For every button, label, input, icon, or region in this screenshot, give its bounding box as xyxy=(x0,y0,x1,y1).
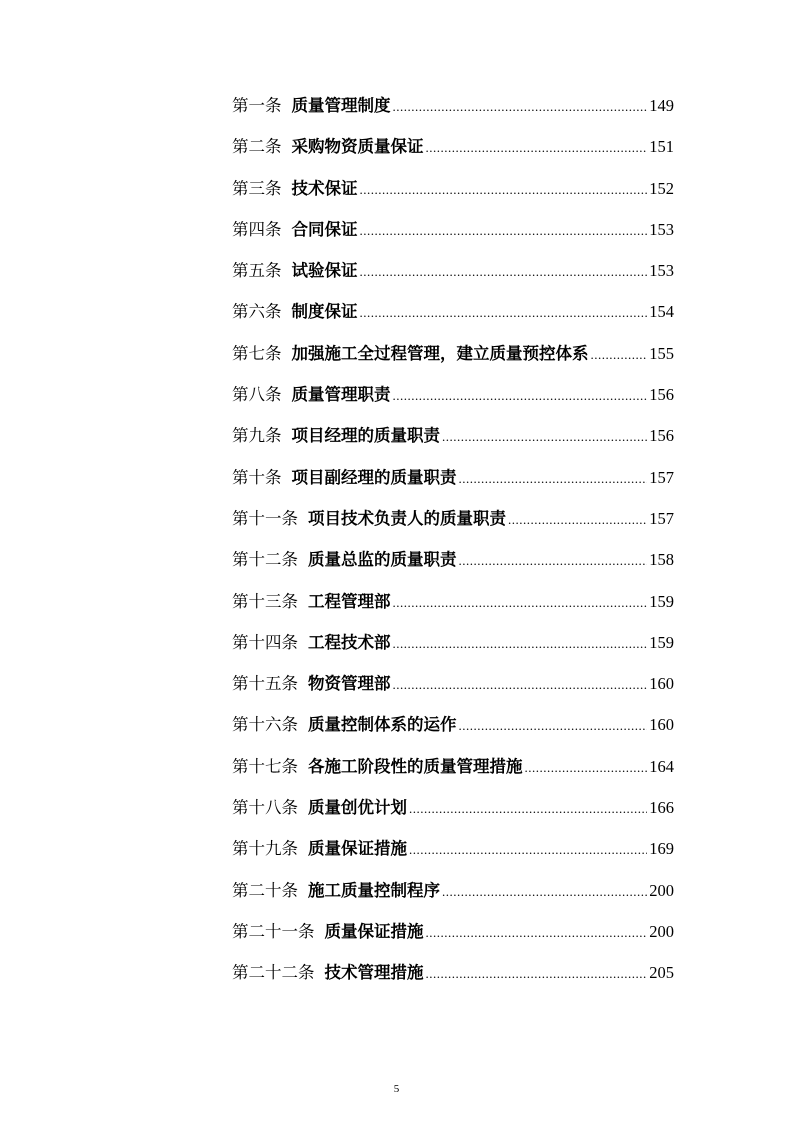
toc-entry-title: 合同保证 xyxy=(291,219,358,239)
toc-page-number: 153 xyxy=(649,219,674,239)
toc-dot-leader xyxy=(393,636,648,652)
toc-article-number: 第九条 xyxy=(232,426,282,446)
toc-article-number: 第三条 xyxy=(232,178,282,198)
toc-entry[interactable] xyxy=(232,835,674,876)
toc-entry-title: 施工质量控制程序 xyxy=(308,880,440,900)
toc-entry-title: 采购物资质量保证 xyxy=(291,137,424,157)
toc-entry[interactable] xyxy=(232,546,674,587)
toc-entry-title: 质量保证措施 xyxy=(324,921,424,941)
toc-article-number: 第十七条 xyxy=(232,756,298,776)
toc-dot-leader xyxy=(360,182,648,198)
toc-article-number: 第十五条 xyxy=(232,674,298,694)
toc-entry[interactable] xyxy=(232,464,674,505)
toc-page-number: 158 xyxy=(649,550,674,570)
toc-entry[interactable] xyxy=(232,216,674,257)
toc-article-number: 第十八条 xyxy=(232,798,298,818)
toc-article-number: 第六条 xyxy=(232,302,282,322)
toc-dot-leader xyxy=(360,223,648,239)
toc-entry-title: 物资管理部 xyxy=(308,674,391,694)
toc-article-number: 第八条 xyxy=(232,385,282,405)
toc-dot-leader xyxy=(393,99,648,115)
toc-dot-leader xyxy=(409,842,647,858)
toc-dot-leader xyxy=(459,553,648,569)
toc-entry[interactable] xyxy=(232,959,674,1000)
toc-entry-title: 项目技术负责人的质量职责 xyxy=(308,508,506,528)
toc-dot-leader xyxy=(393,595,648,611)
toc-dot-leader xyxy=(525,760,648,776)
toc-page-number: 156 xyxy=(649,385,674,405)
toc-entry-title: 工程技术部 xyxy=(308,632,391,652)
toc-entry-title: 质量管理制度 xyxy=(291,96,391,115)
toc-entry-title: 试验保证 xyxy=(291,261,358,281)
toc-dot-leader xyxy=(442,429,647,445)
toc-page-number: 157 xyxy=(649,467,674,487)
toc-page-number: 200 xyxy=(649,921,674,941)
toc-dot-leader xyxy=(393,677,648,693)
toc-entry[interactable] xyxy=(232,298,674,339)
toc-article-number: 第十六条 xyxy=(232,715,298,735)
toc-page-number: 200 xyxy=(649,880,674,900)
toc-page-number: 155 xyxy=(649,343,674,363)
toc-dot-leader xyxy=(459,718,648,734)
toc-page-number: 157 xyxy=(649,508,674,528)
toc-entry-title: 工程管理部 xyxy=(308,591,391,611)
toc-page-number: 159 xyxy=(649,591,674,611)
toc-entry-title: 加强施工全过程管理，建立质量预控体系 xyxy=(291,343,589,363)
toc-dot-leader xyxy=(360,264,648,280)
toc-entry[interactable] xyxy=(232,175,674,216)
toc-article-number: 第二十一条 xyxy=(232,921,315,941)
toc-entry-title: 质量控制体系的运作 xyxy=(308,715,457,735)
toc-entry[interactable] xyxy=(232,133,674,174)
toc-entry[interactable] xyxy=(232,422,674,463)
toc-article-number: 第五条 xyxy=(232,261,282,281)
toc-page-number: 160 xyxy=(649,715,674,735)
toc-entry-title: 质量保证措施 xyxy=(308,839,407,859)
toc-article-number: 第十条 xyxy=(232,467,282,487)
toc-dot-leader xyxy=(393,388,648,404)
toc-entry[interactable] xyxy=(232,92,674,133)
toc-page-number: 169 xyxy=(649,839,674,859)
toc-page-number: 166 xyxy=(649,798,674,818)
toc-dot-leader xyxy=(409,801,647,817)
toc-entry-title: 制度保证 xyxy=(291,302,358,322)
toc-article-number: 第七条 xyxy=(232,343,282,363)
toc-entry-title: 项目副经理的质量职责 xyxy=(291,467,457,487)
toc-dot-leader xyxy=(426,925,648,941)
toc-article-number: 第十三条 xyxy=(232,591,298,611)
toc-entry[interactable] xyxy=(232,257,674,298)
table-of-contents xyxy=(232,92,674,1001)
toc-entry-title: 各施工阶段性的质量管理措施 xyxy=(308,756,523,776)
page-number: 5 xyxy=(393,1083,400,1095)
toc-page-number: 153 xyxy=(649,261,674,281)
toc-entry-title: 质量管理职责 xyxy=(291,385,391,405)
toc-article-number: 第二十二条 xyxy=(232,963,315,983)
toc-dot-leader xyxy=(591,347,648,363)
toc-article-number: 第二十条 xyxy=(232,880,298,900)
toc-entry[interactable] xyxy=(232,753,674,794)
toc-page-number: 154 xyxy=(649,302,674,322)
toc-article-number: 第一条 xyxy=(232,96,282,115)
toc-entry-title: 技术保证 xyxy=(291,178,358,198)
toc-entry[interactable] xyxy=(232,381,674,422)
toc-entry[interactable] xyxy=(232,588,674,629)
toc-page-number: 149 xyxy=(649,96,674,115)
toc-page-number: 152 xyxy=(649,178,674,198)
toc-entry[interactable] xyxy=(232,629,674,670)
toc-page-number: 164 xyxy=(649,756,674,776)
toc-entry[interactable] xyxy=(232,670,674,711)
toc-entry-title: 技术管理措施 xyxy=(324,963,424,983)
toc-dot-leader xyxy=(459,471,648,487)
toc-dot-leader xyxy=(426,140,648,156)
toc-article-number: 第十九条 xyxy=(232,839,298,859)
toc-entry[interactable] xyxy=(232,794,674,835)
toc-article-number: 第十四条 xyxy=(232,632,298,652)
toc-entry-title: 项目经理的质量职责 xyxy=(291,426,440,446)
toc-dot-leader xyxy=(442,884,647,900)
toc-entry[interactable] xyxy=(232,340,674,381)
toc-entry[interactable] xyxy=(232,711,674,752)
toc-entry[interactable] xyxy=(232,877,674,918)
toc-entry-title: 质量创优计划 xyxy=(308,798,407,818)
toc-entry[interactable] xyxy=(232,505,674,546)
toc-dot-leader xyxy=(508,512,647,528)
toc-article-number: 第十一条 xyxy=(232,508,298,528)
toc-dot-leader xyxy=(426,966,648,982)
toc-article-number: 第十二条 xyxy=(232,550,298,570)
toc-entry-title: 质量总监的质量职责 xyxy=(308,550,457,570)
toc-page-number: 205 xyxy=(649,963,674,983)
toc-entry[interactable] xyxy=(232,918,674,959)
toc-page-number: 160 xyxy=(649,674,674,694)
toc-page-number: 151 xyxy=(649,137,674,157)
toc-page-number: 156 xyxy=(649,426,674,446)
toc-article-number: 第四条 xyxy=(232,219,282,239)
toc-dot-leader xyxy=(360,305,648,321)
toc-article-number: 第二条 xyxy=(232,137,282,157)
toc-page-number: 159 xyxy=(649,632,674,652)
